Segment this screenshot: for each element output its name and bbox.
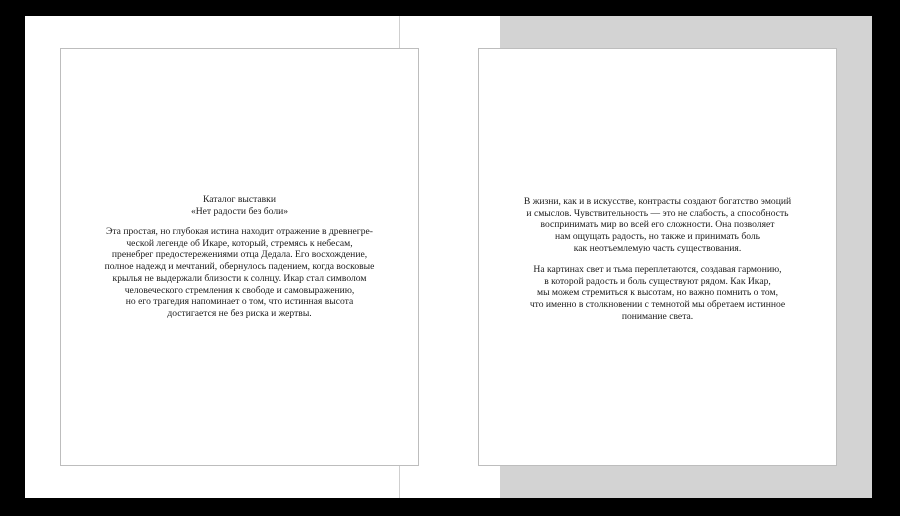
title-line: Каталог выставки	[203, 194, 276, 205]
text-line: достигается не без риска и жертвы.	[167, 307, 312, 319]
text-line: как неотъемлемую часть существования.	[573, 242, 742, 254]
intro-paragraph	[61, 226, 418, 320]
text-line: На картинах свет и тьма переплетаются, создавая гармонию,	[533, 264, 782, 275]
text-line: пренебрег предостережениями отца Дедала. Его восхождение,	[111, 249, 368, 261]
text-line: но его трагедия напоминает о том, что истинная высота	[125, 296, 354, 308]
text-line: нам ощущать радость, но также и принимать боль	[554, 231, 761, 243]
text-line: мы можем стремиться к высотам, но важно помнить о том,	[537, 287, 778, 299]
text-line: воспринимать мир во всей его сложности. Она позволяет	[540, 219, 775, 231]
contrast-paragraph	[479, 196, 836, 255]
text-line: крылья не выдержали близости к солнцу. Икар стал символом	[112, 272, 367, 284]
title-line: «Нет радости без боли»	[190, 205, 289, 217]
text-line: ческой легенде об Икаре, который, стремясь к небесам,	[126, 237, 353, 249]
text-line: что именно в столкновении с темнотой мы обретаем истинное	[529, 299, 786, 311]
text-line: Эта простая, но глубокая истина находит отражение в древнегре-	[106, 226, 373, 237]
catalog-title	[61, 194, 418, 217]
light-dark-paragraph	[479, 264, 836, 323]
text-line: человеческого стремления к свободе и самовыражению,	[124, 284, 355, 296]
text-line: и смыслов. Чувствительность — это не слабость, а способность	[526, 207, 789, 219]
page-right	[478, 48, 837, 466]
text-line: В жизни, как и в искусстве, контрасты создают богатство эмоций	[523, 196, 792, 207]
text-line: в которой радость и боль существуют рядом. Как Икар,	[544, 275, 771, 287]
page-left	[60, 48, 419, 466]
text-line: понимание света.	[621, 310, 694, 322]
document-viewer[interactable]	[25, 16, 872, 498]
text-line: полное надежд и мечтаний, обернулось падением, когда восковые	[104, 261, 375, 273]
